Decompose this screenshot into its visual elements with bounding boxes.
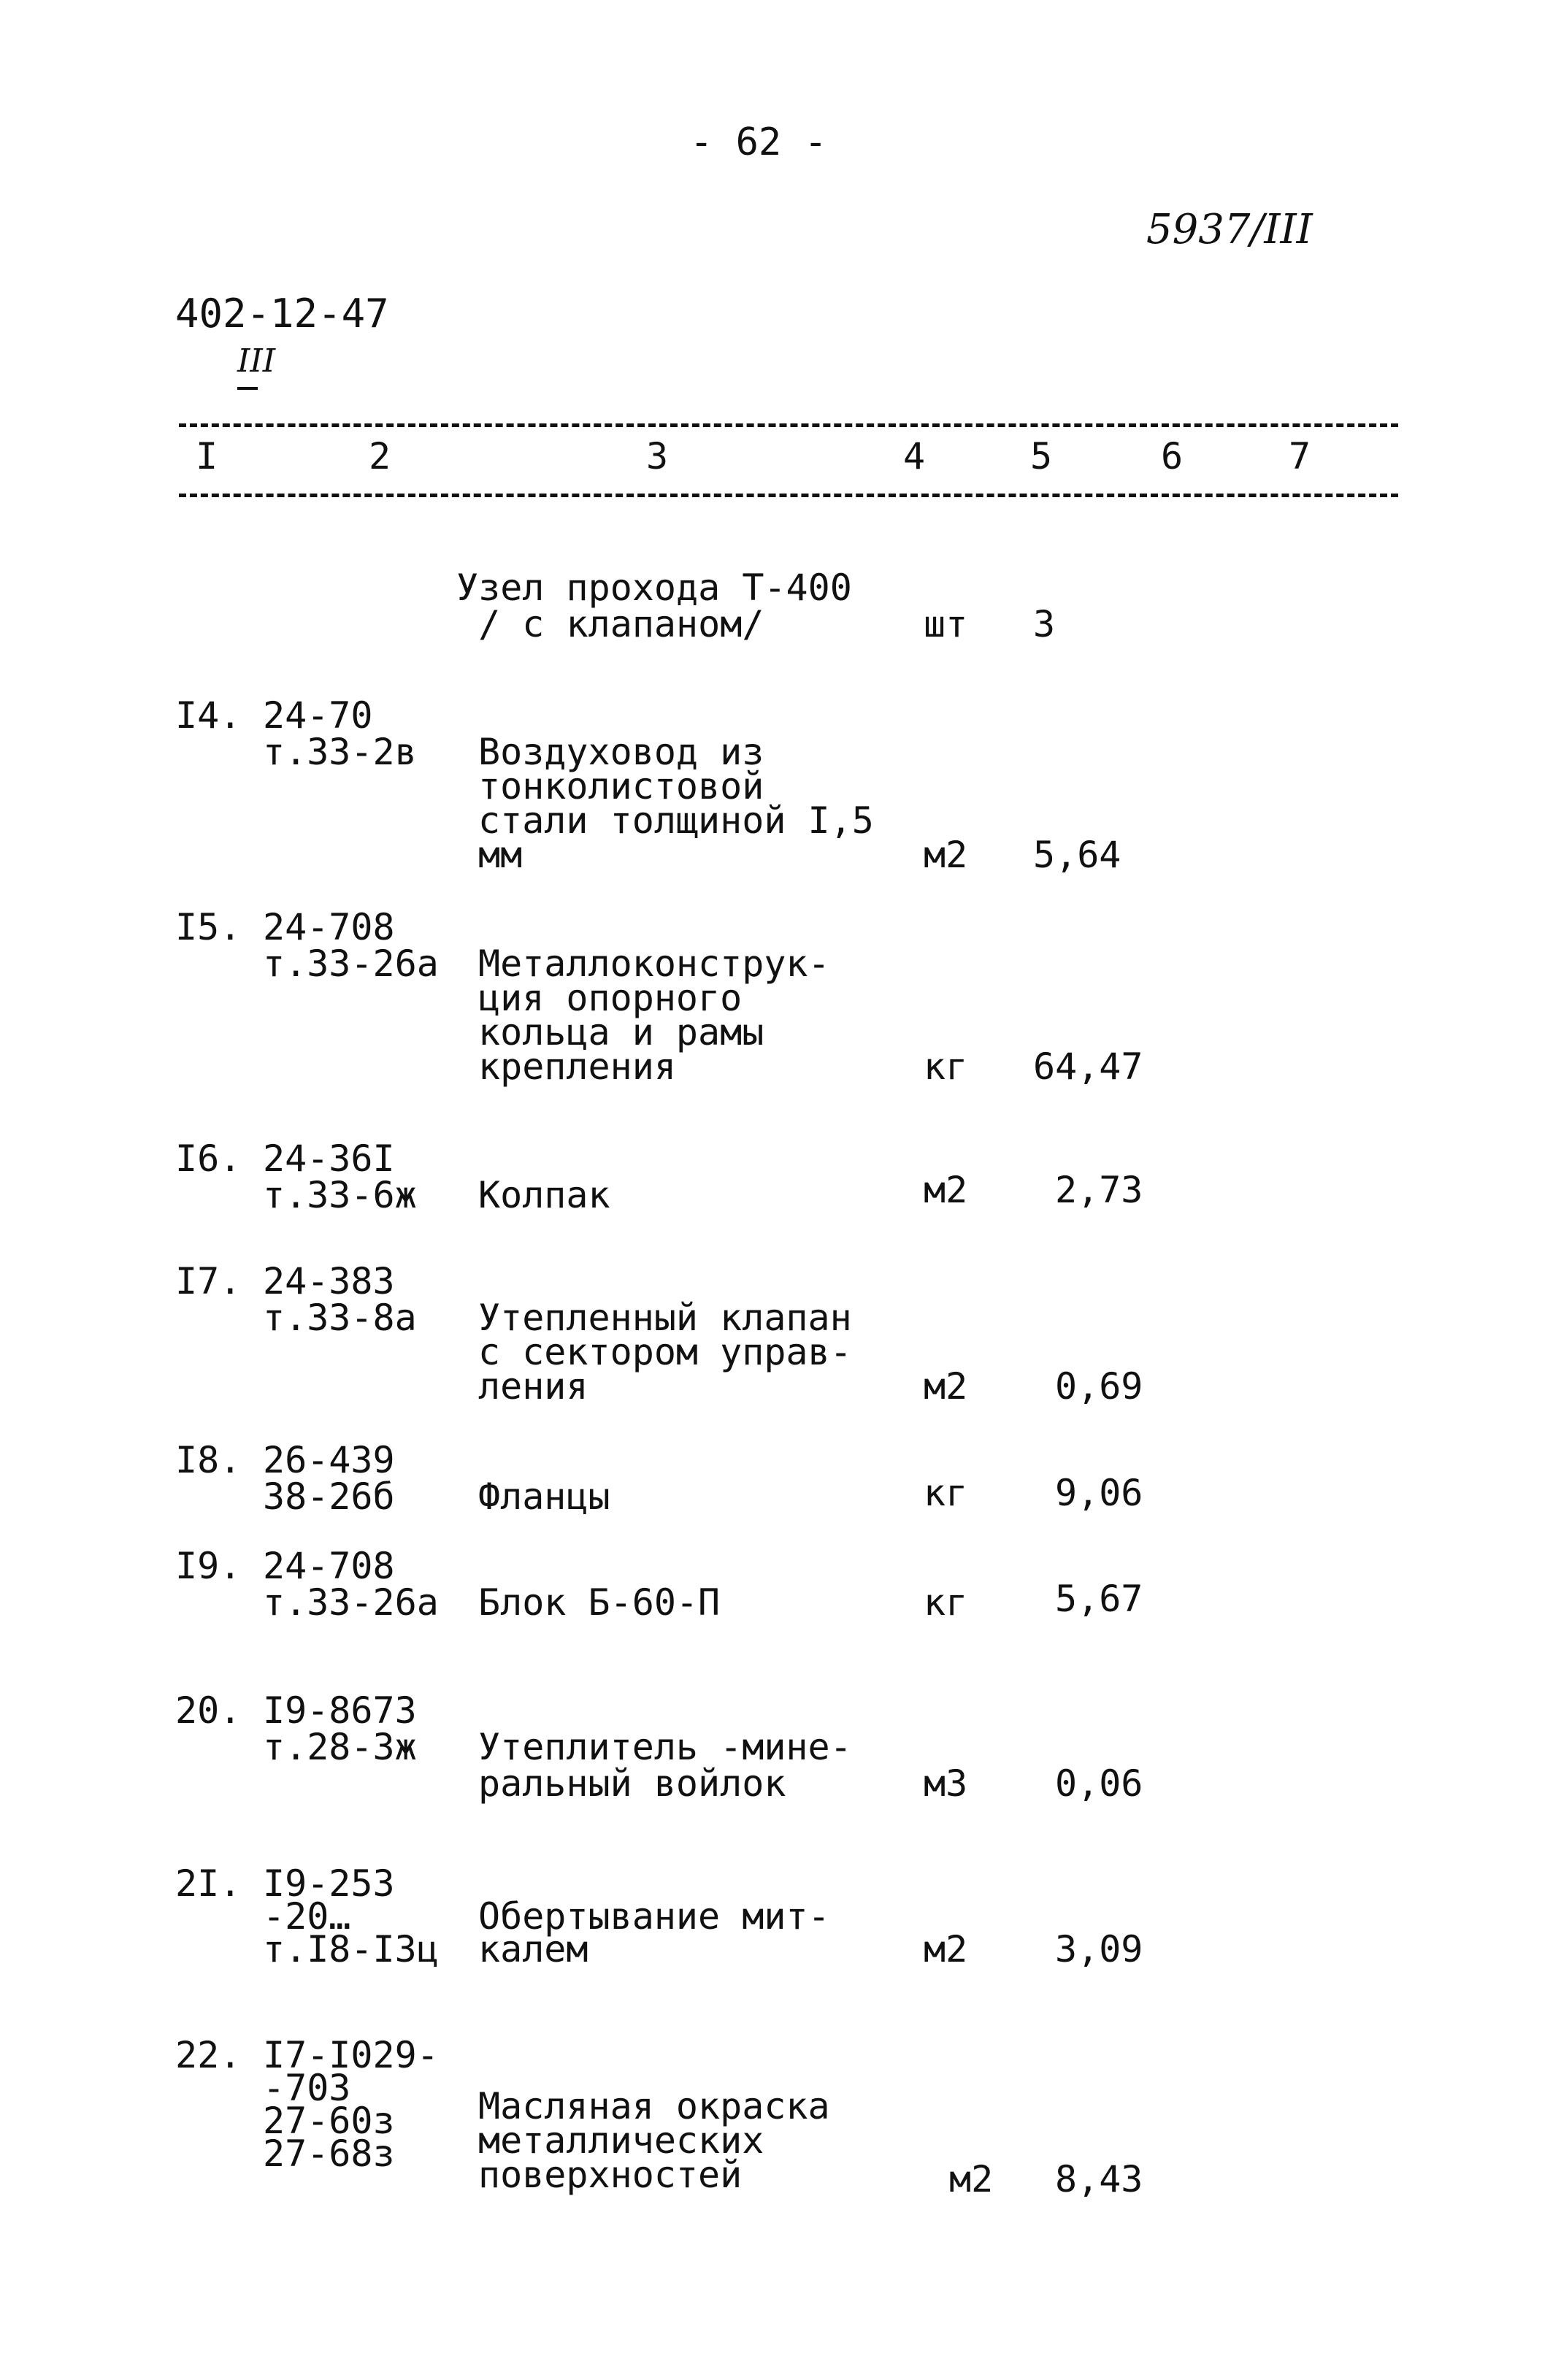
item-code: -20… bbox=[263, 1895, 351, 1938]
item-name: Утепленный клапан bbox=[478, 1297, 852, 1339]
item-quantity: 5,64 bbox=[1033, 834, 1121, 876]
item-number: I9. bbox=[175, 1545, 242, 1587]
item-quantity: 3 bbox=[1033, 603, 1056, 645]
item-quantity: 0,06 bbox=[1055, 1762, 1143, 1805]
item-name: Воздуховод из bbox=[478, 731, 764, 773]
item-code: 38-26б bbox=[263, 1475, 395, 1518]
item-code: т.33-26а bbox=[263, 1581, 439, 1624]
item-name: Колпак bbox=[478, 1174, 610, 1216]
item-unit: м2 bbox=[924, 1365, 968, 1408]
item-code: I9-8673 bbox=[263, 1689, 417, 1732]
item-name: крепления bbox=[478, 1045, 676, 1088]
item-name: ления bbox=[478, 1365, 588, 1408]
item-unit: м2 bbox=[924, 1928, 968, 1970]
item-unit: м3 bbox=[924, 1762, 968, 1805]
header-bottom-rule bbox=[179, 494, 1398, 497]
item-unit: м2 bbox=[949, 2158, 994, 2200]
item-name: Блок Б-60-П bbox=[478, 1581, 721, 1624]
item-number: I6. bbox=[175, 1137, 242, 1180]
item-name: Узел прохода Т-400 bbox=[456, 567, 852, 609]
item-number: I4. bbox=[175, 694, 242, 737]
item-code: 24-383 bbox=[263, 1260, 395, 1302]
item-quantity: 0,69 bbox=[1055, 1365, 1143, 1408]
document-code: 402-12-47 bbox=[175, 291, 389, 337]
item-code: 27-68з bbox=[263, 2133, 395, 2175]
column-header-5: 5 bbox=[1030, 435, 1053, 477]
item-code: 27-60з bbox=[263, 2100, 395, 2142]
column-header-7: 7 bbox=[1289, 435, 1311, 477]
item-unit: кг bbox=[924, 1581, 968, 1624]
column-header-1: I bbox=[196, 435, 218, 477]
item-name: с сектором управ- bbox=[478, 1331, 852, 1373]
item-name: Обертывание мит- bbox=[478, 1895, 830, 1938]
item-number: I7. bbox=[175, 1260, 242, 1302]
item-number: 2I. bbox=[175, 1862, 242, 1905]
item-code: -703 bbox=[263, 2067, 351, 2109]
item-name: тонколистовой bbox=[478, 765, 764, 807]
item-code: 26-439 bbox=[263, 1439, 395, 1481]
item-quantity: 2,73 bbox=[1055, 1169, 1143, 1211]
item-name: Фланцы bbox=[478, 1475, 610, 1518]
item-quantity: 9,06 bbox=[1055, 1472, 1143, 1514]
column-header-6: 6 bbox=[1161, 435, 1184, 477]
document-code-mark-underline bbox=[237, 387, 258, 390]
item-quantity: 64,47 bbox=[1033, 1045, 1143, 1088]
document-code-mark: III bbox=[237, 342, 276, 380]
item-code: т.33-8а bbox=[263, 1297, 417, 1339]
item-name: Масляная окраска bbox=[478, 2085, 830, 2127]
item-name: кольца и рамы bbox=[478, 1011, 764, 1053]
item-unit: кг bbox=[924, 1472, 968, 1514]
item-code: 24-70 bbox=[263, 694, 373, 737]
item-name: Металлоконструк- bbox=[478, 943, 830, 985]
column-header-3: 3 bbox=[646, 435, 669, 477]
item-name: / с клапаном/ bbox=[456, 603, 764, 645]
item-code: т.28-3ж bbox=[263, 1726, 417, 1768]
item-name: металлических bbox=[478, 2119, 764, 2162]
item-unit: м2 bbox=[924, 1169, 968, 1211]
item-code: 24-708 bbox=[263, 1545, 395, 1587]
item-name: Утеплитель -мине- bbox=[478, 1726, 852, 1768]
item-code: т.33-2в bbox=[263, 731, 417, 773]
item-name: поверхностей bbox=[478, 2154, 743, 2196]
item-number: I5. bbox=[175, 906, 242, 948]
item-number: I8. bbox=[175, 1439, 242, 1481]
item-unit: м2 bbox=[924, 834, 968, 876]
item-name: калем bbox=[478, 1928, 588, 1970]
item-unit: шт bbox=[924, 603, 968, 645]
item-quantity: 8,43 bbox=[1055, 2158, 1143, 2200]
item-unit: кг bbox=[924, 1045, 968, 1088]
item-name: мм bbox=[478, 834, 523, 876]
page-number: - 62 - bbox=[690, 120, 827, 164]
item-number: 20. bbox=[175, 1689, 242, 1732]
column-header-2: 2 bbox=[369, 435, 391, 477]
header-top-rule bbox=[179, 423, 1398, 427]
item-quantity: 3,09 bbox=[1055, 1928, 1143, 1970]
handwritten-reference: 5937/III bbox=[1146, 206, 1313, 253]
item-code: I7-I029- bbox=[263, 2034, 439, 2076]
item-number: 22. bbox=[175, 2034, 242, 2076]
item-name: ция опорного bbox=[478, 977, 743, 1019]
item-code: т.33-6ж bbox=[263, 1174, 417, 1216]
item-name: ральный войлок bbox=[478, 1762, 786, 1805]
item-code: 24-708 bbox=[263, 906, 395, 948]
column-header-4: 4 bbox=[903, 435, 926, 477]
item-code: 24-36I bbox=[263, 1137, 395, 1180]
item-code: т.I8-I3ц bbox=[263, 1928, 439, 1970]
item-code: т.33-26а bbox=[263, 943, 439, 985]
item-code: I9-253 bbox=[263, 1862, 395, 1905]
item-name: стали толщиной I,5 bbox=[478, 799, 874, 842]
item-quantity: 5,67 bbox=[1055, 1578, 1143, 1620]
